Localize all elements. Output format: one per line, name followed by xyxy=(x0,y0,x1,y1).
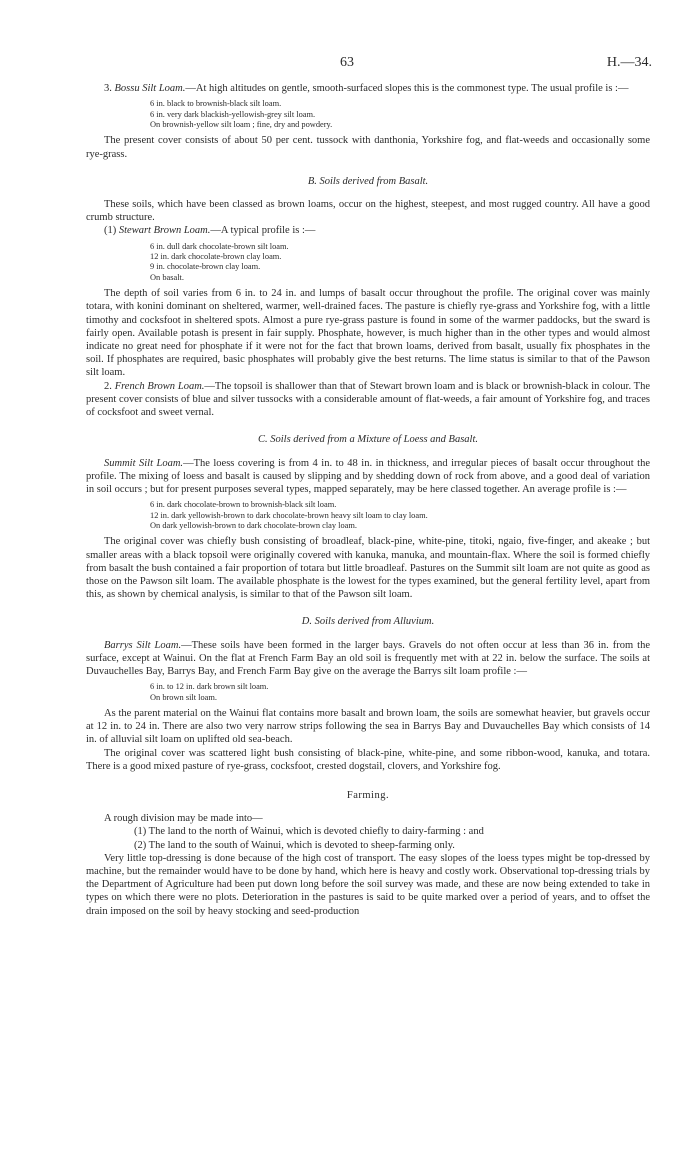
summit-text: —The loess covering is from 4 in. to 48 in. in thickness, and irregular pieces of basalt occur throughout the profile. The mixing of loess and basalt is caused by slipping and by shedding down of rock from above, and a good deal of variation in soil occurs ; but for present purposes several types, mapped separately, may be here classed together. An average profile is :— xyxy=(86,457,650,495)
stewart-paragraph xyxy=(86,224,650,237)
barrys-text: —These soils have been formed in the larger bays. Gravels do not often occur at less than 36 in. from the surface, except at Wainui. On the flat at French Farm Bay an old soil is frequently met with at 22 in. below the surface. The soils at Duvauchelles Bay, Barrys Bay, and French Farm Bay give on the average the Barrys silt loam profile :— xyxy=(86,639,650,677)
profile-line: On dark yellowish-brown to dark chocolate-brown clay loam. xyxy=(150,520,357,530)
profile-line: 12 in. dark chocolate-brown clay loam. xyxy=(150,252,282,262)
section-d-heading: D. Soils derived from Alluvium. xyxy=(301,616,435,628)
barrys-paragraph xyxy=(86,639,650,679)
barrys-title: Barrys Silt Loam. xyxy=(104,639,182,651)
farming-intro: A rough division may be made into— xyxy=(104,813,263,825)
summit-profile xyxy=(150,500,650,531)
french-paragraph xyxy=(86,380,650,420)
farming-list xyxy=(134,825,650,851)
stewart-number: (1) xyxy=(104,225,119,237)
stewart-title: Stewart Brown Loam. xyxy=(118,225,211,237)
summit-paragraph xyxy=(86,457,650,497)
profile-line: 9 in. chocolate-brown clay loam. xyxy=(150,262,261,272)
document-reference: H.—34. xyxy=(606,55,652,70)
bossu-number: 3. xyxy=(104,83,115,94)
farming-body-paragraph: Very little top-dressing is done because of the high cost of transport. The easy slopes of the loess types might be top-dressed by machine, but the remainder would have to be done by hand, which here is heavy and costly work. Observational top-dressing trials by the Department of Agriculture had been put down long before the soil survey was made, and these are now being extended to take in types on which there were no plots. Deterioration in the pastures is said to be quite marked over a period of years, and to offset the drain imposed on the soil by heavy stocking and seed-production xyxy=(86,852,650,917)
profile-line: 6 in. dull dark chocolate-brown silt loam. xyxy=(150,241,289,251)
stewart-body-paragraph: The depth of soil varies from 6 in. to 24 in. and lumps of basalt occur throughout the profile. The original cover was mainly totara, with konini dominant on sheltered, warmer, well-drained faces. The pasture is chiefly rye-grass and Yorkshire fog, with a little timothy and cocksfoot in sheltered spots. Almost a pure rye-grass pasture is found in some of the warmer paddocks, but the sward is fairly open. Available potash is present in fair supply. Phosphate, however, is much higher than in the other types and would almost indicate no great need for phosphate if it were not for the fact that brown loams, derived from basalt, usually fix phosphates in the soil. If phosphates are required, basic phosphates will probably give the best returns. The lime status is similar to that of the Pawson silt loam. xyxy=(86,288,650,379)
french-title: French Brown Loam. xyxy=(114,380,205,392)
profile-line: 6 in. black to brownish-black silt loam. xyxy=(150,99,282,109)
list-item: (2) The land to the south of Wainui, which is devoted to sheep-farming only. xyxy=(134,839,455,851)
profile-line: 6 in. to 12 in. dark brown silt loam. xyxy=(150,682,269,692)
profile-line: 6 in. very dark blackish-yellowish-grey silt loam. xyxy=(150,109,316,119)
bossu-profile xyxy=(150,99,650,130)
barrys-cover-paragraph: The original cover was scattered light bush consisting of black-pine, white-pine, and some ribbon-wood, kanuka, and totara. There is a good mixed pasture of rye-grass, cocksfoot, crested dogstail, clovers, and Yorkshire fog. xyxy=(86,747,650,772)
list-item: (1) The land to the north of Wainui, which is devoted chiefly to dairy-farming : and xyxy=(134,826,484,838)
bossu-cover-paragraph: The present cover consists of about 50 per cent. tussock with danthonia, Yorkshire fog, and flat-weeds and occasionally some rye-grass. xyxy=(86,135,650,160)
profile-line: On brownish-yellow silt loam ; fine, dry and powdery. xyxy=(150,120,333,130)
profile-line: On basalt. xyxy=(150,272,184,282)
french-text: —The topsoil is shallower than that of Stewart brown loam and is black or brownish-black in colour. The present cover consists of blue and silver tussocks with a considerable amount of flat-weeds, a fair amount of Yorkshire fog, and traces of cocksfoot and sweet vernal. xyxy=(86,380,651,419)
section-b-heading: B. Soils derived from Basalt. xyxy=(307,175,429,187)
section-c-heading: C. Soils derived from a Mixture of Loess and Basalt. xyxy=(257,434,478,446)
bossu-title: Bossu Silt Loam. xyxy=(114,83,186,94)
french-number: 2. xyxy=(104,380,115,392)
page-number: 63 xyxy=(340,55,354,70)
stewart-profile xyxy=(150,242,650,284)
page-body xyxy=(86,82,650,918)
profile-line: On brown silt loam. xyxy=(150,692,217,702)
summit-title: Summit Silt Loam. xyxy=(104,457,184,469)
profile-line: 6 in. dark chocolate-brown to brownish-black silt loam. xyxy=(150,500,337,510)
profile-line: 12 in. dark yellowish-brown to dark chocolate-brown heavy silt loam to clay loam. xyxy=(150,510,428,520)
farming-heading: Farming. xyxy=(346,789,390,801)
section-b-intro: These soils, which have been classed as brown loams, occur on the highest, steepest, and most rugged country. All have a good crumb structure. xyxy=(86,199,650,224)
barrys-body-paragraph: As the parent material on the Wainui flat contains more basalt and brown loam, the soils are somewhat heavier, but gravels occur at 12 in. to 24 in. There are also two very narrow strips following the sea in Barrys Bay and Duvauchelles Bay which consists of 14 in. of alluvial silt loam on uplifted old sea-beach. xyxy=(86,707,650,746)
stewart-text: —A typical profile is :— xyxy=(210,225,316,237)
bossu-text: —At high altitudes on gentle, smooth-surfaced slopes this is the commonest type. The usual profile is :— xyxy=(185,83,629,94)
barrys-profile xyxy=(150,682,650,703)
summit-body-paragraph: The original cover was chiefly bush consisting of broadleaf, black-pine, white-pine, titoki, ngaio, five-finger, and akeake ; but smaller areas with a black topsoil were originally covered with kanuka, manuka, and mountain-flax. Where the soil is formed chiefly from basalt the bush contained a fair proportion of totara but little broadleaf. Pastures on the Summit silt loam are not quite as good as those on the Pawson silt loam. The available phosphate is the lowest for the types examined, but the general fertility level, apart from this, as shown by chemical analysis, is similar to that of the Pawson silt loam. xyxy=(86,536,650,601)
bossu-paragraph xyxy=(86,82,650,95)
